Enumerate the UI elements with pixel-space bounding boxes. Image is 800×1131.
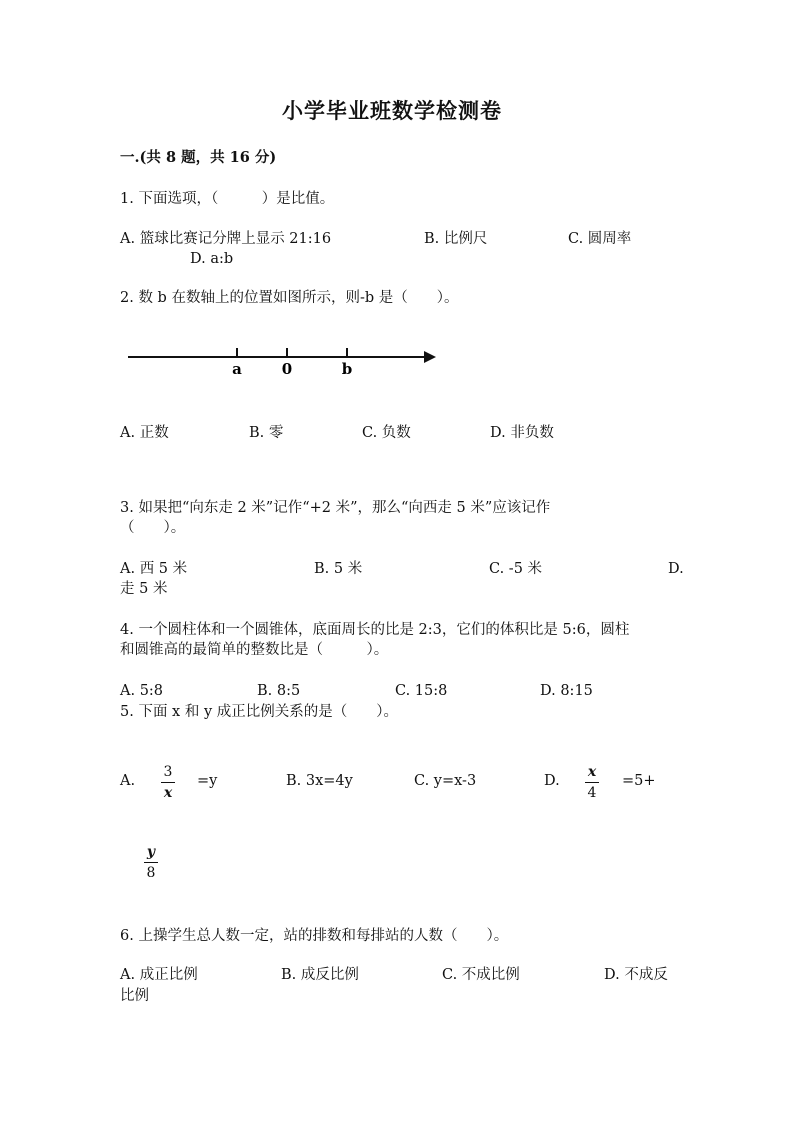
q5-option-a-rest: =y: [197, 773, 218, 789]
q2-option-d: D. 非负数: [490, 425, 554, 441]
q3-option-c: C. -5 米: [489, 561, 543, 577]
fraction-numerator: y: [146, 844, 156, 860]
q1-option-b: B. 比例尺: [424, 231, 488, 247]
q5-option-c: C. y=x-3: [414, 773, 477, 789]
fraction-bar: [161, 782, 175, 783]
q1-option-a: A. 篮球比赛记分牌上显示 21:16: [120, 231, 332, 247]
q2-option-b: B. 零: [249, 425, 284, 441]
q6-stem: 6. 上操学生总人数一定，站的排数和每排站的人数（ ）。: [120, 928, 509, 944]
q3-option-d-label: D.: [668, 561, 684, 577]
q4-option-d: D. 8:15: [540, 683, 593, 699]
fraction-numerator: 3: [163, 764, 173, 780]
q1-option-c: C. 圆周率: [568, 231, 632, 247]
q5-option-d-fraction-2: [144, 844, 158, 881]
fraction-denominator: 8: [146, 865, 156, 881]
number-line-arrow: [424, 351, 436, 363]
q6-option-a: A. 成正比例: [120, 967, 198, 983]
q5-option-d-label: D.: [544, 773, 560, 789]
section-heading: 一.(共 8 题，共 16 分): [120, 149, 277, 166]
tick-label-b: b: [341, 360, 353, 378]
q5-option-a-label: A.: [120, 773, 136, 789]
q4-stem-line2: 和圆锥高的最简单的整数比是（ ）。: [120, 642, 389, 658]
fraction-numerator: x: [587, 764, 597, 780]
q5-option-a-fraction: [161, 764, 175, 801]
number-line-figure: [120, 340, 450, 380]
fraction-denominator: 4: [587, 785, 597, 801]
q6-option-b: B. 成反比例: [281, 967, 359, 983]
fraction-denominator: x: [163, 785, 173, 801]
q1-stem: 1. 下面选项，（ ）是比值。: [120, 191, 335, 207]
q4-option-a: A. 5:8: [120, 683, 164, 699]
q5-option-d-rest: =5+: [622, 773, 656, 789]
q5-option-b: B. 3x=4y: [286, 773, 353, 789]
q4-option-c: C. 15:8: [395, 683, 448, 699]
q5-option-d-fraction: [585, 764, 599, 801]
q1-option-d: D. a:b: [190, 251, 234, 267]
q3-option-a: A. 西 5 米: [120, 561, 188, 577]
q3-option-d-text: 走 5 米: [120, 581, 168, 597]
q2-option-a: A. 正数: [120, 425, 169, 441]
q2-stem: 2. 数 b 在数轴上的位置如图所示，则-b 是（ ）。: [120, 290, 459, 306]
q3-stem-line1: 3. 如果把“向东走 2 米”记作“+2 米”，那么“向西走 5 米”应该记作: [120, 500, 551, 516]
q4-option-b: B. 8:5: [257, 683, 301, 699]
tick-label-a: a: [232, 360, 242, 378]
q3-stem-line2: （ ）。: [120, 520, 186, 536]
q4-stem-line1: 4. 一个圆柱体和一个圆锥体，底面周长的比是 2:3，它们的体积比是 5:6，圆柱: [120, 622, 630, 638]
q6-option-c: C. 不成比例: [442, 967, 520, 983]
fraction-bar: [144, 862, 158, 863]
q5-stem: 5. 下面 x 和 y 成正比例关系的是（ ）。: [120, 704, 398, 720]
q2-option-c: C. 负数: [362, 425, 411, 441]
tick-label-zero: 0: [281, 360, 293, 378]
fraction-bar: [585, 782, 599, 783]
page-title: 小学毕业班数学检测卷: [282, 98, 502, 123]
q6-option-d-label: D. 不成反: [604, 967, 668, 983]
q6-option-d-text: 比例: [120, 988, 149, 1004]
q3-option-b: B. 5 米: [314, 561, 363, 577]
